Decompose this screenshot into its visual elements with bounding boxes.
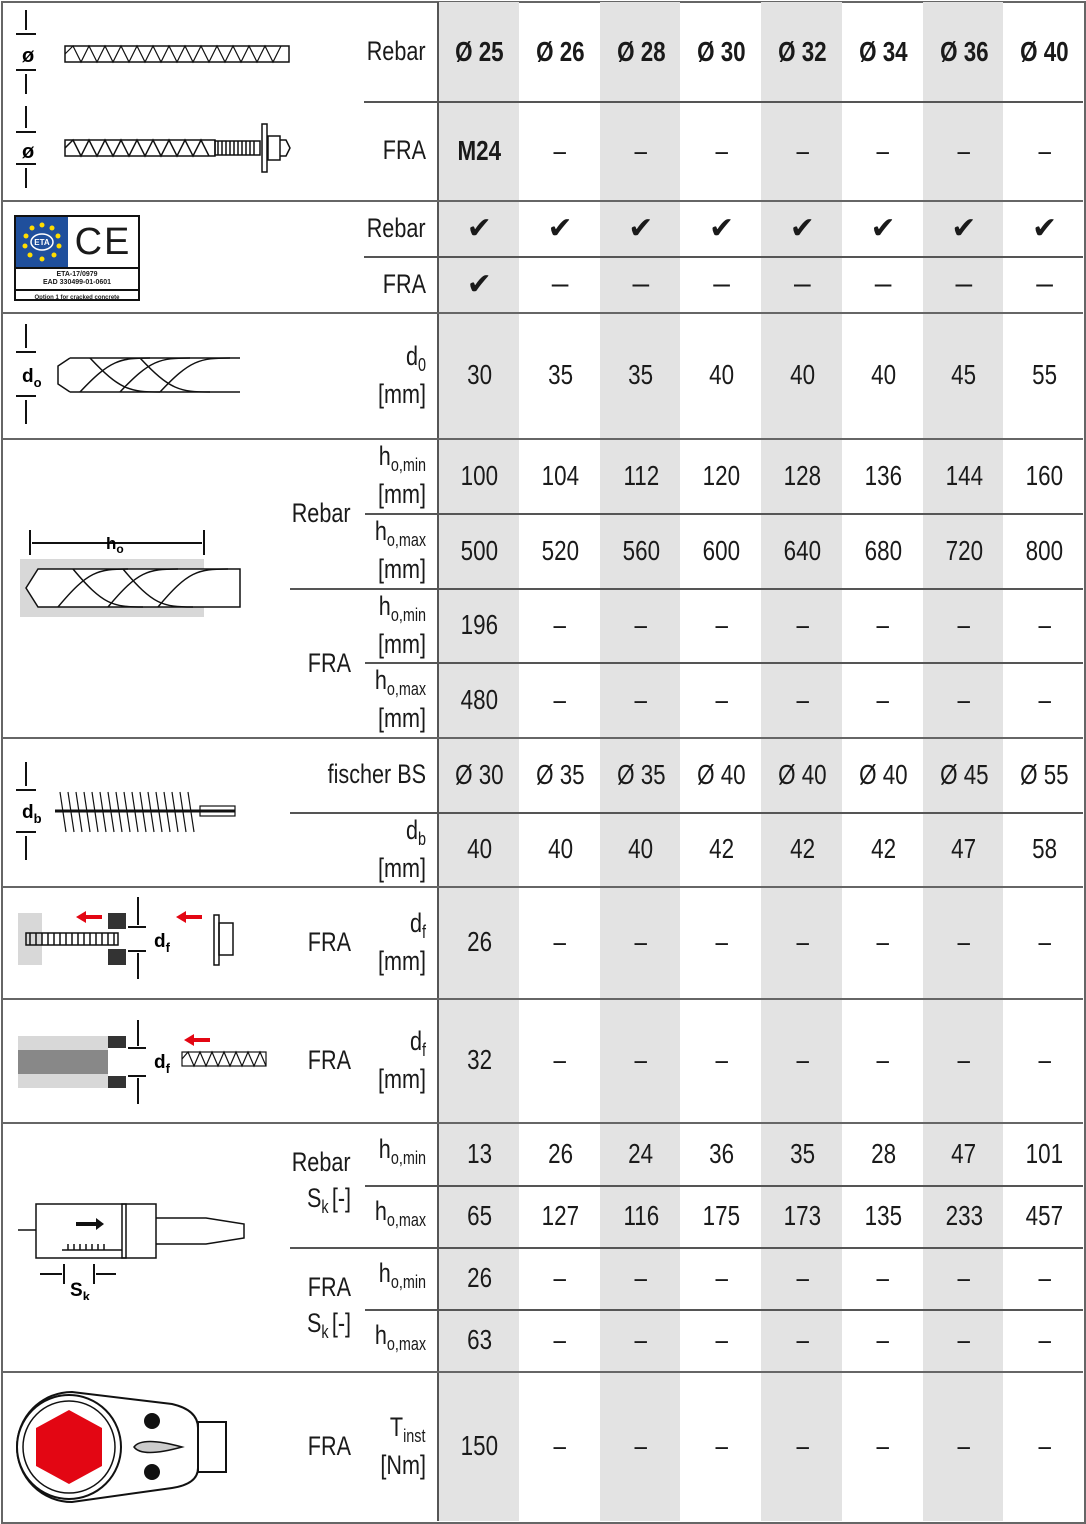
row-label-symbol: $h_{o,max}$ [374,1320,426,1354]
svg-text:do: $d_o$ [22,366,42,390]
row-label-unit: [mm] [378,703,426,733]
table-cell: 63 [466,1324,492,1355]
group-label-name: FRA [307,1431,351,1461]
table-cell: – [715,1430,728,1461]
table-cell: – [553,1430,567,1461]
row-label-symbol: $h_{o,max}$ [374,665,426,699]
table-cell: 35 [547,359,573,390]
table-cell: 480 [460,683,499,715]
column-header: Ø 34 [858,35,908,67]
table-cell: – [715,1324,728,1355]
ce-mark: CE [74,220,132,263]
table-cell: – [715,1044,728,1075]
group-label-name: Rebar [292,1147,351,1177]
table-cell: 173 [783,1200,822,1231]
row-label [369,1371,426,1521]
table-cell: – [715,609,728,640]
svg-text:df: $d_f$ [154,1052,170,1076]
table-cell: 45 [951,359,977,390]
table-cell: – [1038,1430,1051,1461]
table-cell: 42 [709,833,735,864]
table-cell: – [551,267,569,300]
table-cell: 24 [628,1137,654,1169]
table-cell: – [796,1324,809,1355]
row-label-symbol: $h_{o,max}$ [374,516,426,550]
column-header: Ø 26 [535,35,585,67]
group-label-symbol: $S_k$ [-] [306,1307,351,1342]
group-label [297,886,351,998]
group-label-name: FRA [307,1045,351,1075]
group-label-name: Rebar [292,498,351,528]
drill-bit-illustration [10,320,250,430]
table-cell: M24 [457,134,502,166]
row-label [366,998,426,1122]
table-cell: 680 [864,534,902,566]
row-label [367,1247,426,1309]
row-label-unit: [mm] [378,479,426,509]
table-cell: – [634,134,648,166]
table-cell: 40 [547,833,573,864]
row-label [303,737,426,812]
svg-text:db: $d_b$ [22,802,42,826]
column-header: Ø 40 [1020,35,1069,67]
table-cell: – [715,134,728,166]
table-cell: 36 [709,1137,735,1169]
row-label-symbol: $h_{o,min}$ [378,590,426,625]
table-cell: 127 [541,1200,579,1231]
row-label-unit: [mm] [378,628,426,659]
table-cell: 175 [702,1200,741,1231]
group-label [297,588,351,737]
table-cell: – [634,1324,648,1355]
table-cell: 42 [789,833,815,864]
table-cell: 40 [466,833,492,864]
group-label-symbol: $S_k$ [-] [306,1183,351,1217]
table-cell: ✔ [628,211,654,245]
table-cell: – [553,134,567,166]
table-cell: – [957,609,971,640]
column-header: Ø 32 [778,35,827,67]
table-cell: 35 [628,359,654,390]
table-cell: 100 [460,459,499,491]
table-cell: – [955,267,973,300]
rebar-and-fra-illustration [10,10,300,190]
group-label [296,1247,351,1371]
group-label [297,998,351,1122]
row-label-symbol: $d_f$ [409,1025,426,1060]
table-cell: – [876,1044,890,1075]
group-label [277,1122,351,1247]
table-cell: 500 [460,534,499,566]
row-label [362,513,426,588]
table-cell: 196 [460,609,499,640]
eta-number: ETA-17/0979 [56,271,98,278]
row-label [352,2,426,101]
torque-wrench-illustration [12,1388,232,1506]
table-cell: – [876,134,890,166]
table-cell: – [874,267,892,300]
svg-text:df: $d_f$ [154,931,170,955]
table-cell: 135 [864,1200,902,1231]
row-label-symbol: $d_b$ [405,814,426,849]
table-cell: – [796,134,809,166]
row-label-symbol: $h_{o,min}$ [378,441,426,475]
eta-ce-approval-logo [14,215,140,301]
table-cell: – [715,926,728,957]
group-label [297,1371,351,1521]
svg-text:ETA: ETA [34,238,50,247]
table-cell: 40 [628,833,654,864]
row-label-symbol: FRA [382,268,426,299]
table-cell: 520 [541,534,579,566]
rebar-fixture-illustration [16,1018,276,1108]
table-cell: 13 [466,1137,492,1169]
table-cell: 457 [1025,1200,1064,1231]
table-cell: ✔ [951,211,977,245]
table-cell: 32 [466,1044,492,1075]
table-cell: – [713,267,730,300]
table-cell: – [553,1044,567,1075]
row-label [366,588,426,662]
table-cell: 40 [709,359,735,390]
table-cell: 136 [864,459,902,491]
table-cell: 28 [870,1137,896,1169]
table-cell: – [957,1324,971,1355]
table-cell: – [715,1262,728,1293]
table-cell: – [553,926,567,957]
row-label [352,200,426,256]
row-label-unit: [mm] [378,945,426,976]
table-cell: Ø 30 [455,758,504,790]
table-cell: Ø 45 [939,758,989,790]
depth-gauge-illustration [18,1200,253,1300]
table-cell: – [632,267,650,300]
table-cell: – [1038,683,1051,715]
row-label-symbol: fischer BS [327,759,426,789]
table-cell: 40 [870,359,896,390]
table-cell: 30 [466,359,492,390]
table-cell: 120 [702,459,741,491]
table-cell: – [796,1262,809,1293]
table-cell: – [634,609,648,640]
diameter-symbol: ø [22,45,35,67]
table-cell: 640 [783,534,822,566]
table-cell: 150 [460,1430,499,1461]
table-cell: – [876,926,890,957]
table-cell: ✔ [547,211,573,245]
table-cell: ✔ [1032,211,1058,245]
table-cell: 40 [789,359,815,390]
row-label [362,1185,426,1247]
table-cell: – [634,683,648,715]
row-label [372,256,426,312]
table-cell: – [553,683,567,715]
table-cell: 42 [870,833,896,864]
table-cell: 600 [702,534,741,566]
approval-option: Option 1 for cracked concrete [34,295,120,301]
table-cell: – [957,1044,971,1075]
table-cell: Ø 35 [616,758,666,790]
row-label [372,101,426,200]
table-cell: Ø 40 [697,758,746,790]
table-cell: – [876,683,890,715]
table-cell: – [715,683,728,715]
table-cell: – [1038,926,1051,957]
table-cell: 144 [945,459,983,491]
row-label-symbol: Rebar [367,36,426,66]
svg-text:ho: $h_o$ [106,534,124,556]
fra-anchor-icon [65,124,290,172]
row-label [362,662,426,737]
table-cell: – [796,926,809,957]
table-cell: 65 [466,1200,492,1231]
table-cell: 47 [951,833,977,864]
table-cell: – [553,1262,567,1293]
row-label-symbol: $h_{o,min}$ [378,1258,426,1292]
table-cell: 116 [623,1200,659,1231]
table-cell: 26 [466,926,492,957]
table-cell: ✔ [789,211,815,245]
table-cell: – [957,134,971,166]
row-label-symbol: $d_0$ [405,340,426,375]
table-cell: – [796,609,809,640]
row-label [366,438,426,513]
table-cell: – [634,1262,648,1293]
table-cell: – [796,1430,809,1461]
row-label-unit: [mm] [378,554,426,584]
column-header: Ø 30 [697,35,746,67]
row-label-unit: [mm] [378,852,426,883]
table-cell: – [796,683,809,715]
table-cell: – [1038,1262,1051,1293]
table-cell: – [1036,267,1053,300]
table-cell: 160 [1025,459,1064,491]
svg-text:Sk: $S_k$ [70,1280,90,1300]
table-cell: – [876,1324,890,1355]
table-cell: 58 [1032,833,1058,864]
svg-text:ø: ø [22,141,35,163]
group-label-name: FRA [307,927,351,957]
table-cell: 47 [951,1137,977,1169]
row-label [366,812,426,886]
table-cell: – [634,1044,648,1075]
table-cell: ✔ [466,267,492,301]
table-cell: ✔ [870,211,896,245]
group-label-name: FRA [307,1271,351,1302]
table-cell: ✔ [466,211,492,245]
table-cell: 26 [466,1262,492,1293]
cleaning-brush-illustration [10,760,250,870]
table-cell: – [876,1262,890,1293]
row-label-unit: [Nm] [380,1449,426,1480]
table-cell: – [634,926,648,957]
table-cell: – [1038,1324,1051,1355]
row-label [367,1122,426,1185]
table-cell: – [796,1044,809,1075]
table-cell: 101 [1025,1137,1064,1169]
table-cell: Ø 40 [778,758,827,790]
table-cell: 112 [623,459,659,491]
table-cell: – [794,267,811,300]
column-header: Ø 28 [616,35,666,67]
table-cell: – [957,1430,971,1461]
group-label-name: FRA [307,647,351,678]
drill-hole-depth-illustration [18,525,248,625]
fra-fixture-illustration [16,895,246,985]
table-cell: – [553,1324,567,1355]
table-cell: – [957,926,971,957]
column-header: Ø 36 [939,35,989,67]
table-cell: – [634,1430,648,1461]
table-cell: 720 [945,534,983,566]
column-header: Ø 25 [455,35,504,67]
row-label [366,886,426,998]
table-cell: 104 [541,459,579,491]
row-label-symbol: FRA [382,135,426,165]
table-cell: – [1038,1044,1051,1075]
table-cell: Ø 40 [858,758,908,790]
group-label [277,438,351,588]
table-cell: Ø 35 [535,758,585,790]
eta-eu-stars-icon [16,217,68,267]
table-cell: 55 [1032,359,1058,390]
table-cell: – [957,683,971,715]
row-label-symbol: $h_{o,min}$ [378,1133,426,1168]
row-label [366,312,426,438]
table-cell: 128 [783,459,822,491]
table-cell: – [553,609,567,640]
row-label-symbol: $d_f$ [409,907,426,942]
row-label [362,1309,426,1371]
table-cell: – [876,1430,890,1461]
table-cell: 560 [622,534,660,566]
table-cell: 800 [1025,534,1064,566]
table-cell: Ø 55 [1020,758,1069,790]
table-cell: – [1038,609,1051,640]
table-cell: – [876,609,890,640]
row-label-unit: [mm] [378,1063,426,1094]
ead-number: EAD 330499-01-0601 [42,279,112,286]
table-cell: – [1038,134,1051,166]
table-cell: 26 [547,1137,573,1169]
row-label-symbol: $T_{inst}$ [390,1411,426,1446]
table-cell: – [957,1262,971,1293]
row-label-symbol: $h_{o,max}$ [374,1196,426,1230]
table-cell: ✔ [709,211,735,245]
table-cell: 35 [789,1137,815,1169]
row-label-unit: [mm] [378,378,426,409]
row-label-symbol: Rebar [367,212,426,243]
table-cell: 233 [945,1200,983,1231]
